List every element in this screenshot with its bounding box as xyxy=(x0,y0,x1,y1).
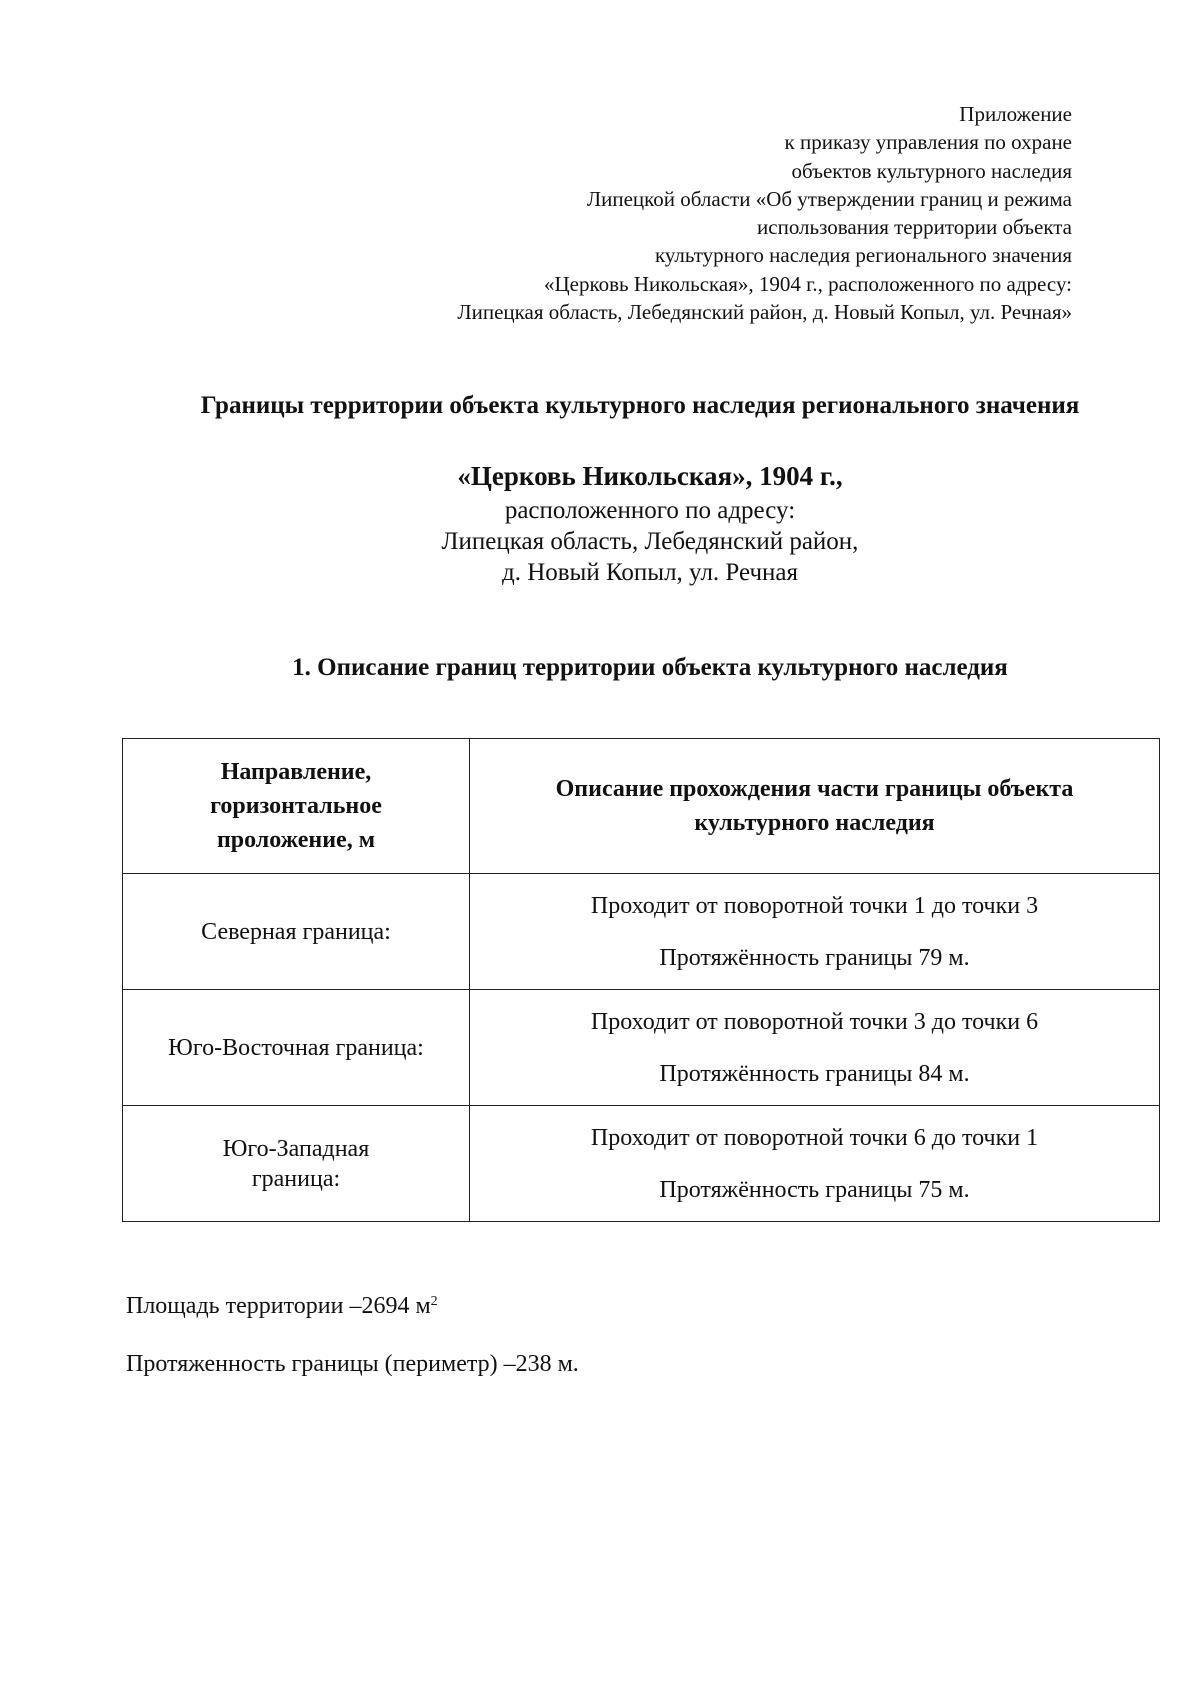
table-row xyxy=(123,874,1160,990)
header-description-text: Описание прохождения части границы объекта культурного наследия xyxy=(555,776,1074,836)
section-title: 1. Описание границ территории объекта культурного наследия xyxy=(292,654,1008,681)
object-address-line: расположенного по адресу: xyxy=(504,497,796,524)
appendix-line: культурного наследия регионального значения xyxy=(654,243,1072,268)
table-header-row xyxy=(123,739,1160,874)
passes-text: Проходит от поворотной точки 3 до точки 6 xyxy=(590,1008,1039,1035)
appendix-line: объектов культурного наследия xyxy=(791,158,1072,183)
direction-cell: Юго-Восточная граница: xyxy=(123,990,470,1106)
appendix-line: Липецкая область, Лебедянский район, д. Новый Копыл, ул. Речная» xyxy=(457,300,1072,325)
header-description xyxy=(470,739,1160,874)
length-text: Протяжённость границы 84 м. xyxy=(659,1060,970,1087)
length-text: Протяжённость границы 75 м. xyxy=(659,1176,970,1203)
object-name: «Церковь Никольская», 1904 г., xyxy=(457,461,843,491)
appendix-line: к приказу управления по охране xyxy=(784,130,1072,155)
document-title: Границы территории объекта культурного наследия регионального значения xyxy=(200,392,1080,419)
area-unit-superscript: 2 xyxy=(430,1294,438,1309)
table-row xyxy=(123,990,1160,1106)
description-cell xyxy=(470,990,1160,1106)
table-row xyxy=(123,1106,1160,1222)
area-text: Площадь территории –2694 м xyxy=(126,1293,431,1319)
header-direction xyxy=(123,739,470,874)
length-text: Протяжённость границы 79 м. xyxy=(659,944,970,971)
header-direction-text: Направление, горизонтальное проложение, м xyxy=(210,759,382,853)
appendix-line: использования территории объекта xyxy=(757,215,1072,240)
boundaries-table xyxy=(122,738,1160,1222)
area-line xyxy=(126,1290,438,1322)
object-address-line: д. Новый Копыл, ул. Речная xyxy=(501,559,799,586)
direction-cell: Северная граница: xyxy=(123,874,470,990)
object-address-line: Липецкая область, Лебедянский район, xyxy=(441,528,859,555)
passes-text: Проходит от поворотной точки 6 до точки 1 xyxy=(590,1124,1039,1151)
passes-text: Проходит от поворотной точки 1 до точки 3 xyxy=(590,892,1039,919)
perimeter-line: Протяженность границы (периметр) –238 м. xyxy=(126,1351,579,1377)
object-info xyxy=(150,457,1150,588)
description-cell xyxy=(470,874,1160,990)
appendix-header xyxy=(172,100,1072,326)
appendix-line: «Церковь Никольская», 1904 г., расположенного по адресу: xyxy=(544,271,1072,296)
direction-text: Юго-Западная граница: xyxy=(222,1135,370,1192)
appendix-line: Приложение xyxy=(959,102,1072,126)
direction-cell xyxy=(123,1106,470,1222)
appendix-line: Липецкой области «Об утверждении границ и режима xyxy=(586,186,1072,211)
description-cell xyxy=(470,1106,1160,1222)
